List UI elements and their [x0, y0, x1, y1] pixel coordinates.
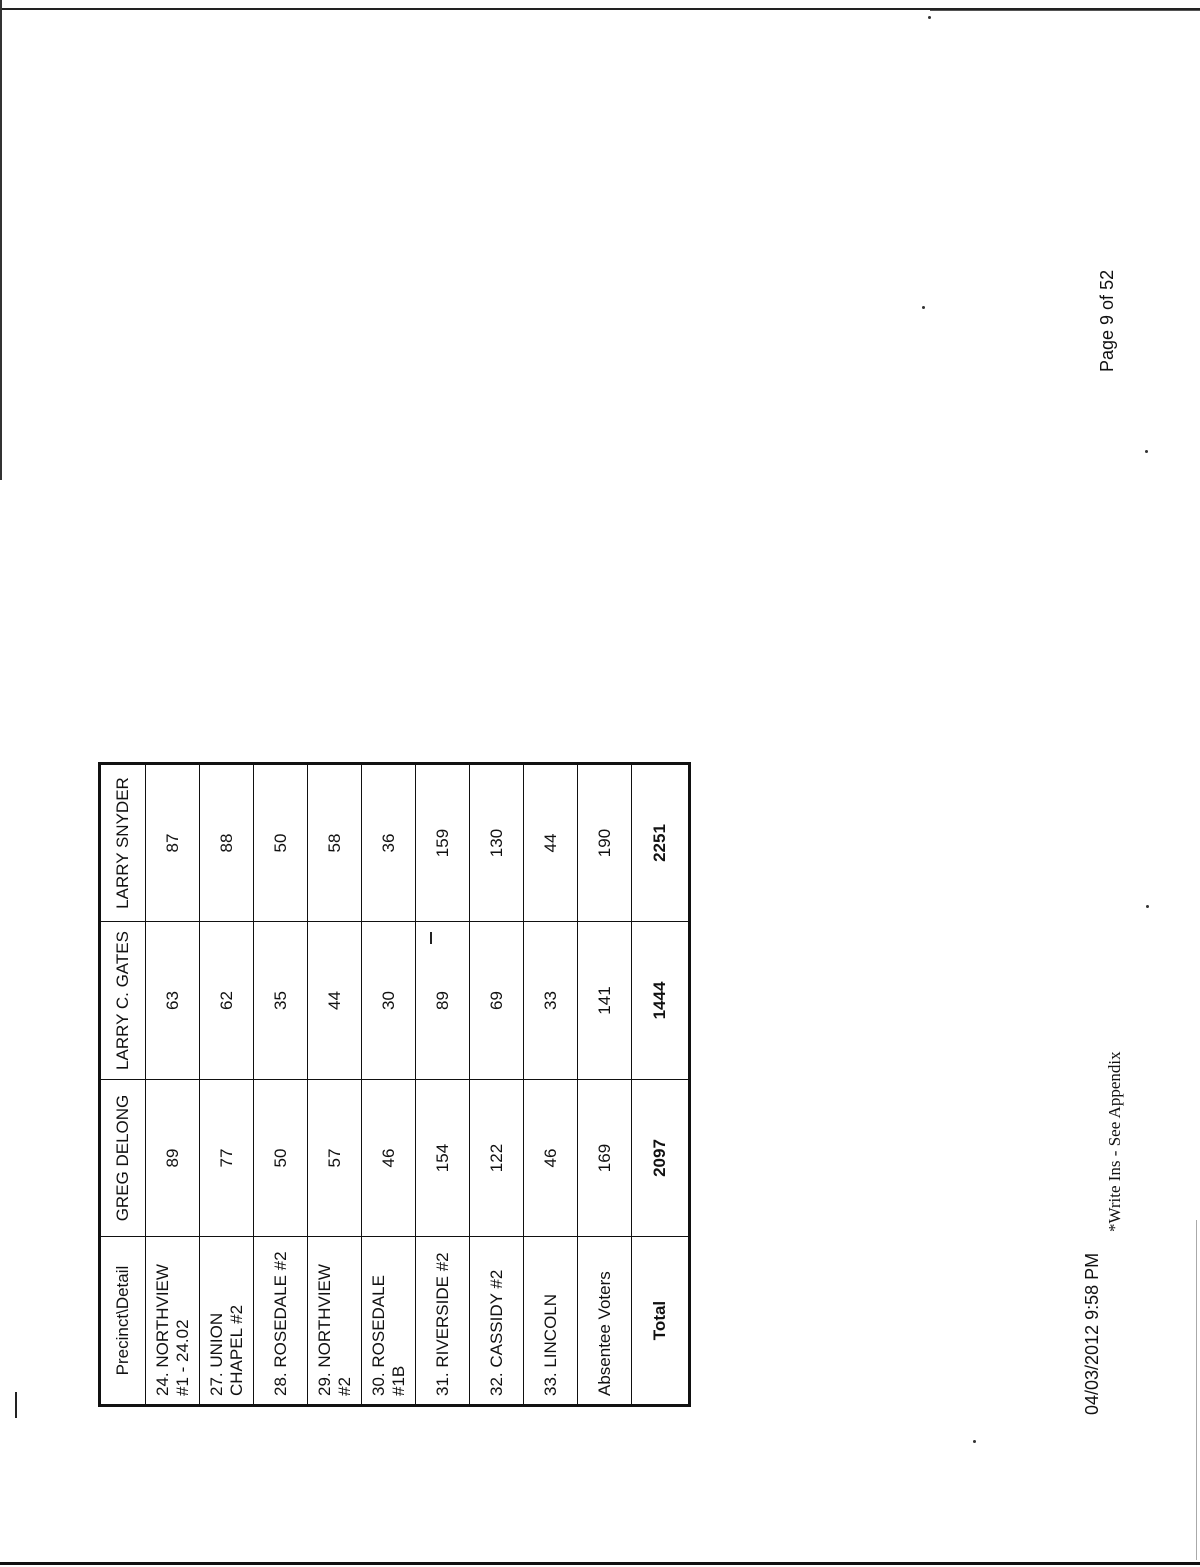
- total-delong: 2097: [632, 1080, 690, 1237]
- gates-cell: 69: [470, 922, 524, 1080]
- precinct-cell: 28. ROSEDALE #2: [254, 1237, 308, 1406]
- table-row: [200, 764, 254, 1406]
- table-row: [362, 764, 416, 1406]
- header-larry-snyder: LARRY SNYDER: [100, 764, 146, 922]
- delong-cell: 46: [524, 1080, 578, 1237]
- snyder-cell: 88: [200, 764, 254, 922]
- report-timestamp: 04/03/2012 9:58 PM: [1082, 1252, 1102, 1415]
- delong-cell: 50: [254, 1080, 308, 1237]
- precinct-cell: 24. NORTHVIEW #1 - 24.02: [146, 1237, 200, 1406]
- total-gates: 1444: [632, 922, 690, 1080]
- table-header-row: [100, 764, 146, 1406]
- precinct-cell: 30. ROSEDALE #1B: [362, 1237, 416, 1406]
- gates-cell: 33: [524, 922, 578, 1080]
- total-row: [632, 764, 690, 1406]
- delong-cell: 46: [362, 1080, 416, 1237]
- snyder-cell: 36: [362, 764, 416, 922]
- total-label: Total: [632, 1237, 690, 1406]
- snyder-cell: 44: [524, 764, 578, 922]
- gates-cell: 35: [254, 922, 308, 1080]
- delong-cell: 122: [470, 1080, 524, 1237]
- table-row: [308, 764, 362, 1406]
- header-larry-gates: LARRY C. GATES: [100, 922, 146, 1080]
- results-table: [98, 762, 691, 1407]
- snyder-cell: 50: [254, 764, 308, 922]
- gates-cell: 30: [362, 922, 416, 1080]
- snyder-cell: 58: [308, 764, 362, 922]
- header-greg-delong: GREG DELONG: [100, 1080, 146, 1237]
- write-ins-note: *Write Ins - See Appendix: [1105, 1051, 1124, 1232]
- delong-cell: 77: [200, 1080, 254, 1237]
- table-row: [578, 764, 632, 1406]
- precinct-cell: 31. RIVERSIDE #2: [416, 1237, 470, 1406]
- table-row: [254, 764, 308, 1406]
- gates-cell: 89: [416, 922, 470, 1080]
- table-row: [146, 764, 200, 1406]
- precinct-cell: 29. NORTHVIEW #2: [308, 1237, 362, 1406]
- gates-cell: 63: [146, 922, 200, 1080]
- precinct-cell: 27. UNION CHAPEL #2: [200, 1237, 254, 1406]
- page-number: Page 9 of 52: [1097, 269, 1117, 372]
- snyder-cell: 190: [578, 764, 632, 922]
- precinct-cell: 33. LINCOLN: [524, 1237, 578, 1406]
- snyder-cell: 130: [470, 764, 524, 922]
- table-row: [416, 764, 470, 1406]
- table-row: [470, 764, 524, 1406]
- total-snyder: 2251: [632, 764, 690, 922]
- header-precinct: Precinct\Detail: [100, 1237, 146, 1406]
- gates-cell: 62: [200, 922, 254, 1080]
- delong-cell: 154: [416, 1080, 470, 1237]
- gates-cell: 44: [308, 922, 362, 1080]
- delong-cell: 169: [578, 1080, 632, 1237]
- snyder-cell: 159: [416, 764, 470, 922]
- precinct-cell: 32. CASSIDY #2: [470, 1237, 524, 1406]
- table-row: [524, 764, 578, 1406]
- precinct-cell: Absentee Voters: [578, 1237, 632, 1406]
- delong-cell: 89: [146, 1080, 200, 1237]
- snyder-cell: 87: [146, 764, 200, 922]
- delong-cell: 57: [308, 1080, 362, 1237]
- gates-cell: 141: [578, 922, 632, 1080]
